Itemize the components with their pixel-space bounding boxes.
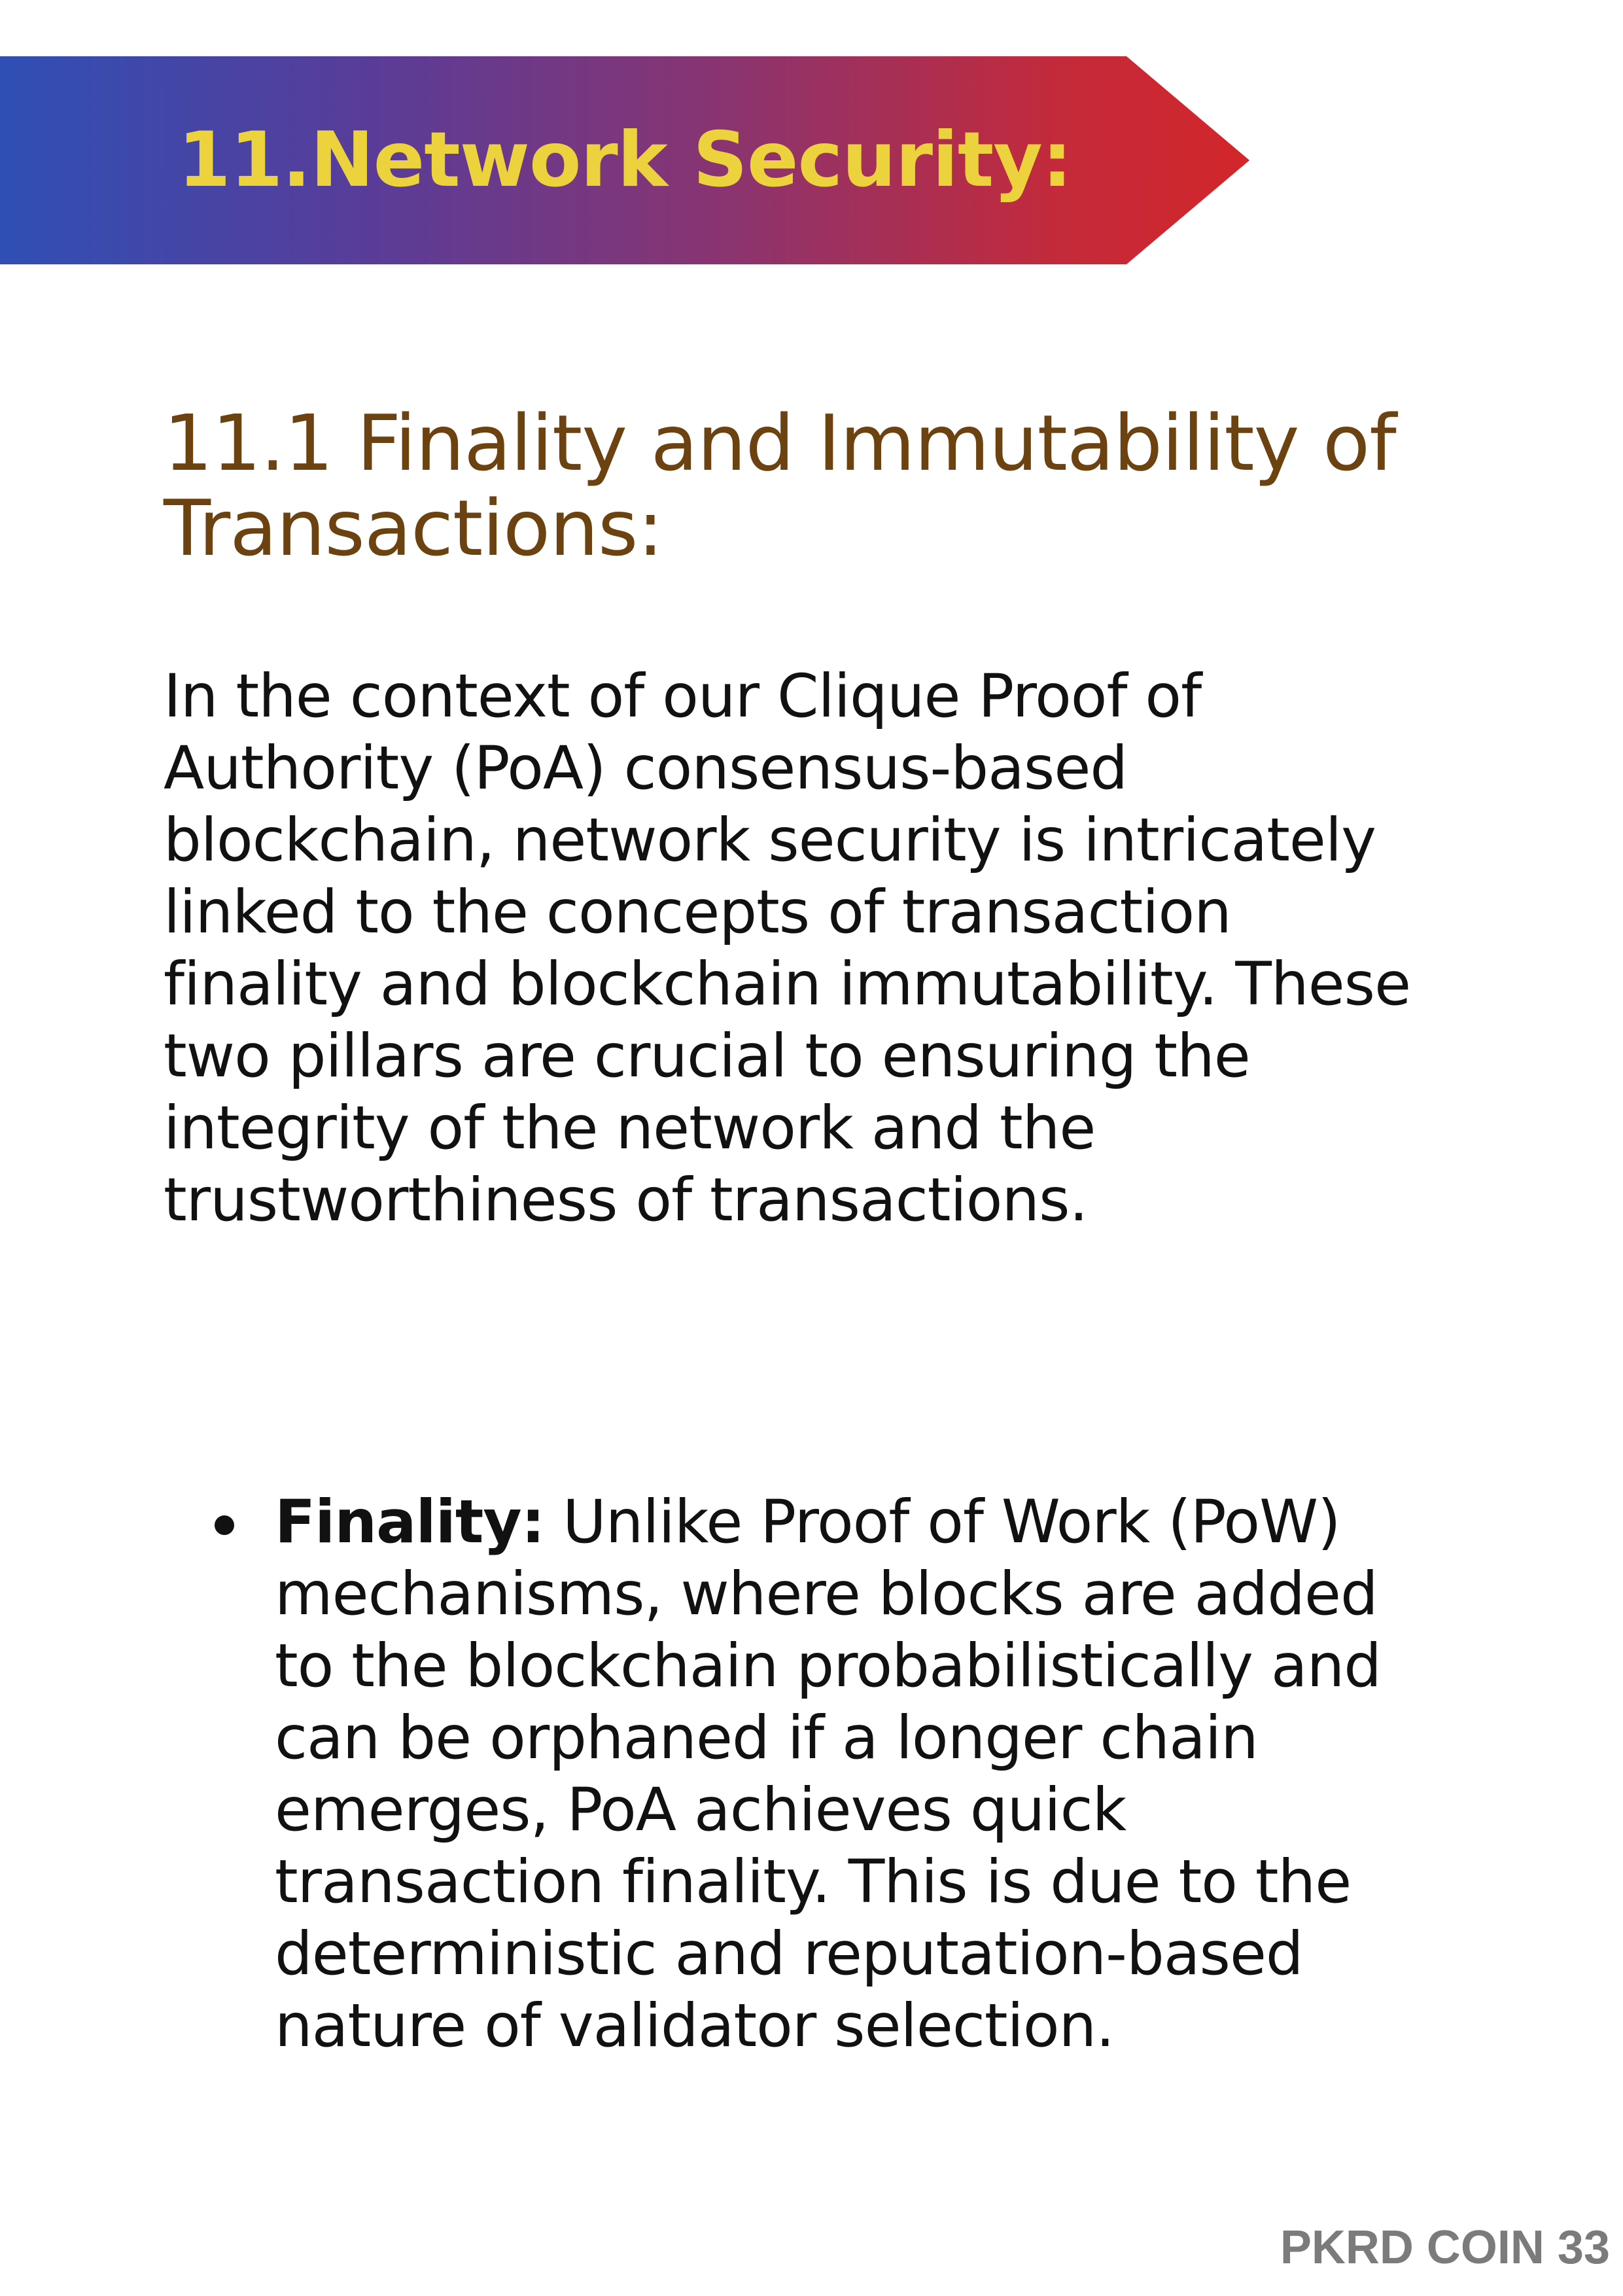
bullet-list [275, 1487, 1400, 2062]
section-title: 11.Network Security: [178, 116, 1072, 204]
intro-paragraph: In the context of our Clique Proof of Authority (PoA) consensus-based blockchain, network security is intricately linked to the concepts of transaction finality and blockchain immutability. These two pillars are crucial to ensuring the integrity of the network and the trustworthiness of transactions. [164, 662, 1411, 1235]
bullet-dot-icon [215, 1515, 234, 1535]
bullet-term: Finality: [275, 1488, 545, 1557]
list-item [275, 1487, 1400, 2062]
subsection-title: 11.1 Finality and Immutability of Transactions: [164, 398, 1396, 573]
bullet-text: Unlike Proof of Work (PoW) mechanisms, where blocks are added to the blockchain probabilistically and can be orphaned if a longer chain emerges, PoA achieves quick transaction finality. This is due to the deterministic and reputation-based nature of validator selection. [275, 1488, 1382, 2060]
page-footer: PKRD COIN 33 [1280, 2221, 1610, 2274]
